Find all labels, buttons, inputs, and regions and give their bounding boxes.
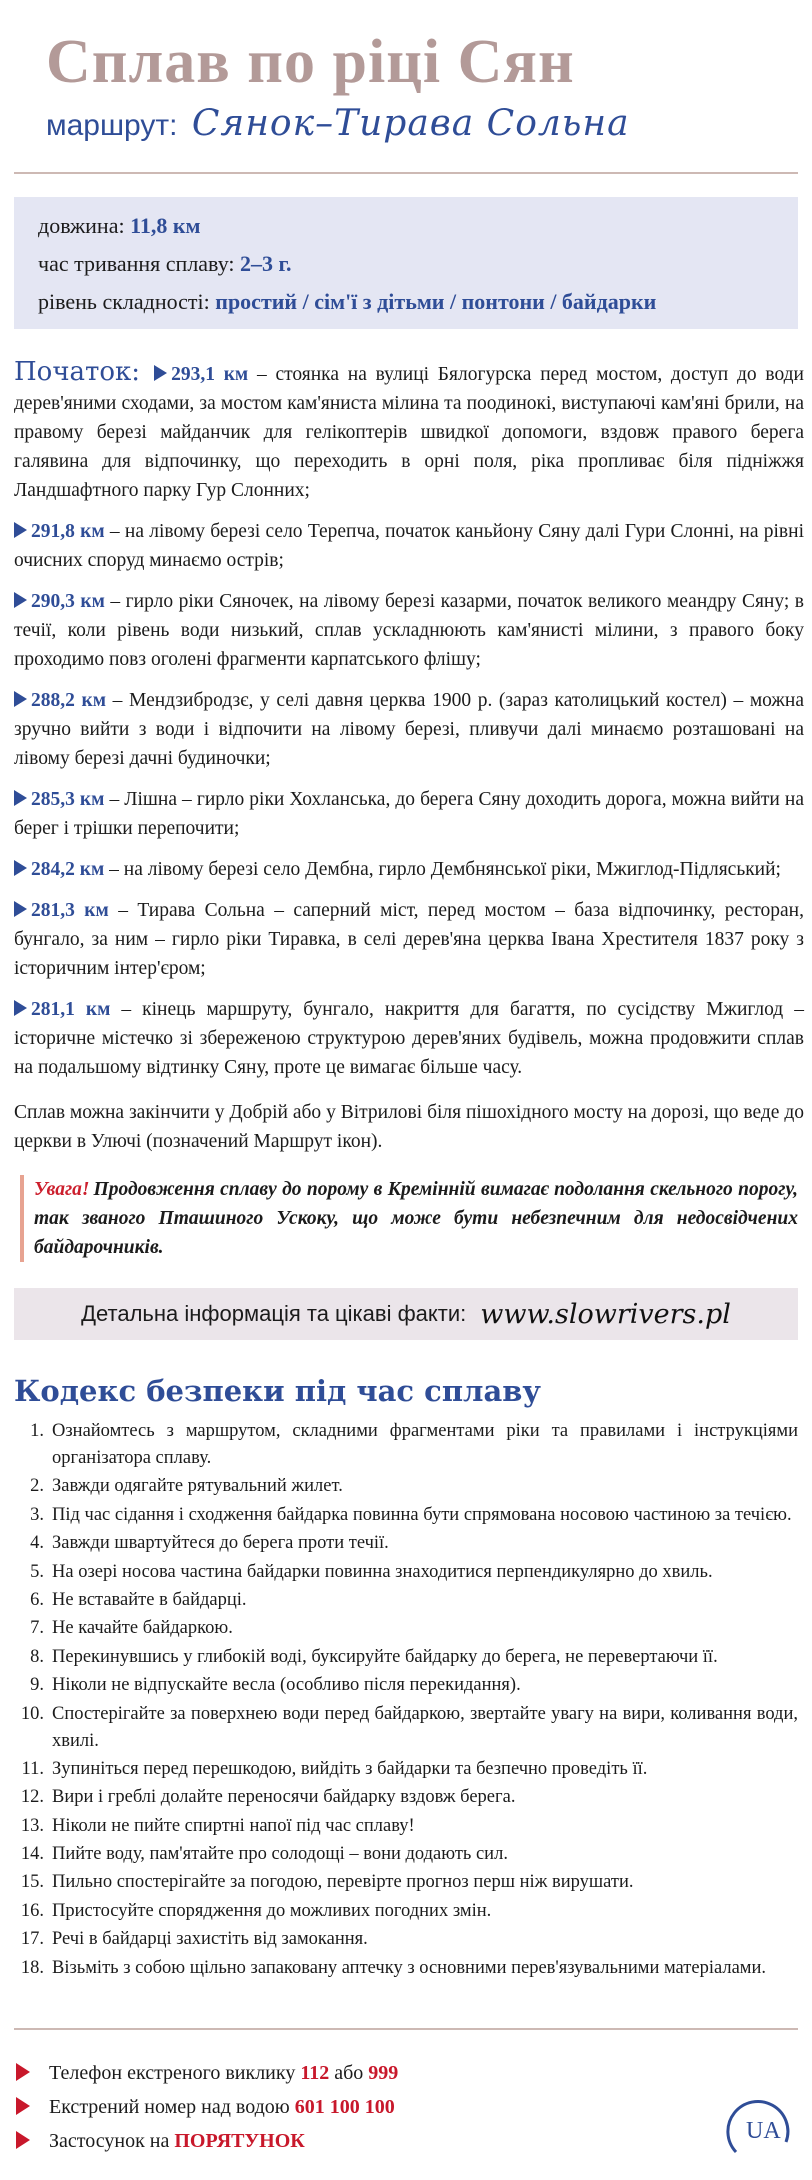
stop-km: 285,3 км — [31, 789, 105, 810]
emergency-or: або — [334, 2062, 364, 2084]
stop-km: 290,3 км — [31, 591, 105, 612]
rule-number: 7. — [30, 1618, 44, 1639]
rule-number: 6. — [30, 1589, 44, 1610]
rule-number: 10. — [20, 1703, 44, 1724]
rule-number: 3. — [30, 1504, 44, 1525]
rule-text: Пийте воду, пам'ятайте про солодощі – вони додають сил. — [52, 1844, 508, 1865]
route-label: маршрут: — [46, 109, 178, 142]
details-label: Детальна інформація та цікаві факти: — [81, 1301, 467, 1326]
rule-number: 14. — [20, 1844, 44, 1865]
website-link[interactable]: www.slowrivers.pl — [480, 1298, 731, 1330]
rule-number: 9. — [30, 1675, 44, 1696]
triangle-marker-icon — [14, 901, 27, 917]
stop-text: – гирло ріки Сяночек, на лівому березі казарми, початок великого меандру Сяну; в течії, коли рівень води низький, сплав ускладнюють кам'янисті мілини, з правого боку проходимо повз оголені фрагменти карпатського флішу; — [14, 591, 804, 670]
water-rescue-number[interactable]: 601 100 100 — [294, 2096, 395, 2118]
warning-text: Продовження сплаву до порому в Кремінній вимагає подолання скельного порогу, так званого Пташиного Ускоку, що може бути небезпечним для недосвідчених байдарочників. — [34, 1179, 798, 1258]
list-item — [14, 1869, 798, 1896]
rule-text: Ознайомтесь з маршрутом, складними фрагментами ріки та правилами і інструкціями організатора сплаву. — [52, 1421, 798, 1468]
red-triangle-icon — [16, 2131, 30, 2149]
triangle-marker-icon — [14, 522, 27, 538]
rule-number: 16. — [20, 1900, 44, 1921]
rule-text: Пильно спостерігайте за погодою, перевірте прогноз перш ніж вирушати. — [52, 1872, 634, 1893]
list-item — [14, 1898, 798, 1925]
list-item — [14, 1756, 798, 1783]
list-item — [14, 1473, 798, 1500]
length-value: 11,8 км — [130, 213, 201, 238]
stop-km: 288,2 км — [31, 690, 107, 711]
water-label: Екстрений номер над водою — [49, 2096, 290, 2118]
emergency-label: Телефон екстреного виклику — [49, 2062, 296, 2084]
details-banner — [14, 1288, 798, 1340]
app-contact — [16, 2124, 398, 2158]
rule-number: 15. — [20, 1872, 44, 1893]
stop-km: 281,3 км — [31, 900, 109, 921]
stop-text: – Мендзибродзє, у селі давня церква 1900 р. (зараз католицький костел) – можна зручно вийти з води і відпочити на лівому березі, пливучи далі минаємо розташовані на лівому березі дачні будиночки; — [14, 690, 804, 769]
rule-text: Зупиніться перед перешкодою, вийдіть з байдарки та безпечно проведіть її. — [52, 1758, 648, 1779]
list-item — [14, 1559, 798, 1586]
divider-top — [14, 172, 798, 174]
difficulty-value: простий / сім'ї з дітьми / понтони / байдарки — [215, 289, 657, 314]
app-label: Застосунок на — [49, 2130, 170, 2152]
list-item — [14, 1615, 798, 1642]
rule-number: 13. — [20, 1815, 44, 1836]
warning-label: Увага! — [34, 1179, 90, 1200]
info-box — [14, 197, 798, 329]
route-subtitle — [46, 104, 630, 146]
list-item — [14, 1955, 798, 1982]
route-ending: Сплав можна закінчити у Добрій або у Вітрилові біля пішохідного мосту на дорозі, що веде до церкви в Улючі (позначений Маршрут ікон). — [14, 1102, 804, 1152]
warning-note — [20, 1175, 798, 1262]
start-label: Початок: — [14, 357, 141, 387]
difficulty-label: рівень складності: — [38, 289, 210, 314]
duration-value: 2–3 г. — [240, 251, 292, 276]
info-duration — [38, 245, 774, 283]
triangle-marker-icon — [154, 365, 167, 381]
contacts — [16, 2056, 398, 2158]
route-stop — [14, 855, 804, 884]
list-item — [14, 1644, 798, 1671]
rule-number: 2. — [30, 1476, 44, 1497]
rule-text: Ніколи не відпускайте весла (особливо після перекидання). — [52, 1675, 521, 1696]
rule-text: Завжди швартуйтеся до берега проти течії. — [52, 1533, 389, 1554]
triangle-marker-icon — [14, 860, 27, 876]
rule-number: 8. — [30, 1646, 44, 1667]
list-item — [14, 1502, 798, 1529]
list-item — [14, 1672, 798, 1699]
rule-text: Завжди одягайте рятувальний жилет. — [52, 1476, 343, 1497]
triangle-marker-icon — [14, 691, 27, 707]
route-stop — [14, 686, 804, 773]
triangle-marker-icon — [14, 1000, 27, 1016]
stop-text: – Тирава Сольна – саперний міст, перед мостом – база відпочинку, ресторан, бунгало, за ним – гирло ріки Тиравка, в селі дерев'яна церква Івана Хрестителя 1837 року з історичним інтер'єром; — [14, 900, 804, 979]
route-stop — [14, 896, 804, 983]
rule-text: Пристосуйте спорядження до можливих погодних змін. — [52, 1900, 492, 1921]
emergency-number-112[interactable]: 112 — [300, 2062, 330, 2084]
rule-text: Не вставайте в байдарці. — [52, 1589, 247, 1610]
red-triangle-icon — [16, 2063, 30, 2081]
list-item — [14, 1587, 798, 1614]
list-item — [14, 1813, 798, 1840]
rule-text: Не качайте байдаркою. — [52, 1618, 233, 1639]
rule-text: На озері носова частина байдарки повинна знаходитися перпендикулярно до хвиль. — [52, 1561, 713, 1582]
rule-number: 18. — [20, 1957, 44, 1978]
rule-text: Під час сідання і сходження байдарка повинна бути спрямована носовою частиною за течією. — [52, 1504, 792, 1525]
rule-number: 4. — [30, 1533, 44, 1554]
rule-text: Перекинувшись у глибокій воді, буксируйте байдарку до берега, не перевертаючи її. — [52, 1646, 718, 1667]
length-label: довжина: — [38, 213, 125, 238]
rule-text: Візьміть з собою щільно запаковану аптечку з основними перев'язувальними матеріалами. — [52, 1957, 767, 1978]
rule-number: 17. — [20, 1929, 44, 1950]
route-description — [14, 358, 804, 1156]
list-item — [14, 1418, 798, 1472]
stop-text: – на лівому березі село Дембна, гирло Дембнянської ріки, Мжиглод-Підляський; — [104, 859, 781, 880]
rule-number: 12. — [20, 1787, 44, 1808]
safety-rules-list — [14, 1418, 798, 1983]
list-item — [14, 1701, 798, 1755]
list-item — [14, 1784, 798, 1811]
route-stop — [14, 587, 804, 674]
water-contact — [16, 2090, 398, 2124]
stop-text: – Лішна – гирло ріки Хохланська, до берега Сяну доходить дорога, можна вийти на берег і трішки перепочити; — [14, 789, 804, 839]
red-triangle-icon — [16, 2097, 30, 2115]
rule-text: Ніколи не пийте спиртні напої під час сплаву! — [52, 1815, 415, 1836]
safety-title: Кодекс безпеки під час сплаву — [14, 1374, 541, 1408]
rule-text: Спостерігайте за поверхнею води перед байдаркою, звертайте увагу на вири, коливання води, хвилі. — [52, 1703, 798, 1751]
language-badge: UA — [746, 2118, 781, 2144]
stop-km: 291,8 км — [31, 521, 105, 542]
info-length — [38, 207, 774, 245]
page-title: Сплав по ріці Сян — [46, 28, 575, 96]
route-name: Сянок–Тирава Сольна — [191, 103, 630, 144]
stop-text: – кінець маршруту, бунгало, накриття для багаття, по сусідству Мжиглод – історичне містечко зі збереженою структурою дерев'яних будівель, можна продовжити сплав на подальшому відтинку Сяну, проте це вимагає більше часу. — [14, 999, 804, 1078]
list-item — [14, 1926, 798, 1953]
triangle-marker-icon — [14, 592, 27, 608]
route-stop — [14, 517, 804, 575]
stop-km: 281,1 км — [31, 999, 111, 1020]
emergency-number-999[interactable]: 999 — [368, 2062, 399, 2084]
route-stop — [14, 995, 804, 1082]
route-stop — [14, 785, 804, 843]
rule-text: Речі в байдарці захистіть від замокання. — [52, 1929, 368, 1950]
stop-km: 293,1 км — [171, 364, 249, 385]
divider-bottom — [14, 2028, 798, 2030]
stop-text: – на лівому березі село Терепча, початок каньйону Сяну далі Гури Слонні, на рівні очисних споруд минаємо острів; — [14, 521, 804, 571]
info-difficulty — [38, 283, 774, 321]
route-stop — [14, 358, 804, 505]
emergency-contact — [16, 2056, 398, 2090]
duration-label: час тривання сплаву: — [38, 251, 235, 276]
rule-number: 5. — [30, 1561, 44, 1582]
stop-text: – стоянка на вулиці Бялогурска перед мостом, доступ до води дерев'яними сходами, за мостом кам'яниста мілина та поодинокі, виступаючі кам'яні брили, на правому березі майданчик для гелікоптерів швидкої допомоги, вздовж правого берега галявина для відпочинку, що переходить в орні поля, ріка пропливає біля підніжжя Ландшафтного парку Гур Слонних; — [14, 364, 804, 501]
rule-text: Вири і греблі долайте переносячи байдарку вздовж берега. — [52, 1787, 516, 1808]
triangle-marker-icon — [14, 790, 27, 806]
app-link[interactable]: ПОРЯТУНОК — [174, 2130, 305, 2152]
stop-km: 284,2 км — [31, 859, 105, 880]
list-item — [14, 1530, 798, 1557]
rule-number: 1. — [30, 1421, 44, 1441]
rule-number: 11. — [21, 1758, 44, 1779]
list-item — [14, 1841, 798, 1868]
